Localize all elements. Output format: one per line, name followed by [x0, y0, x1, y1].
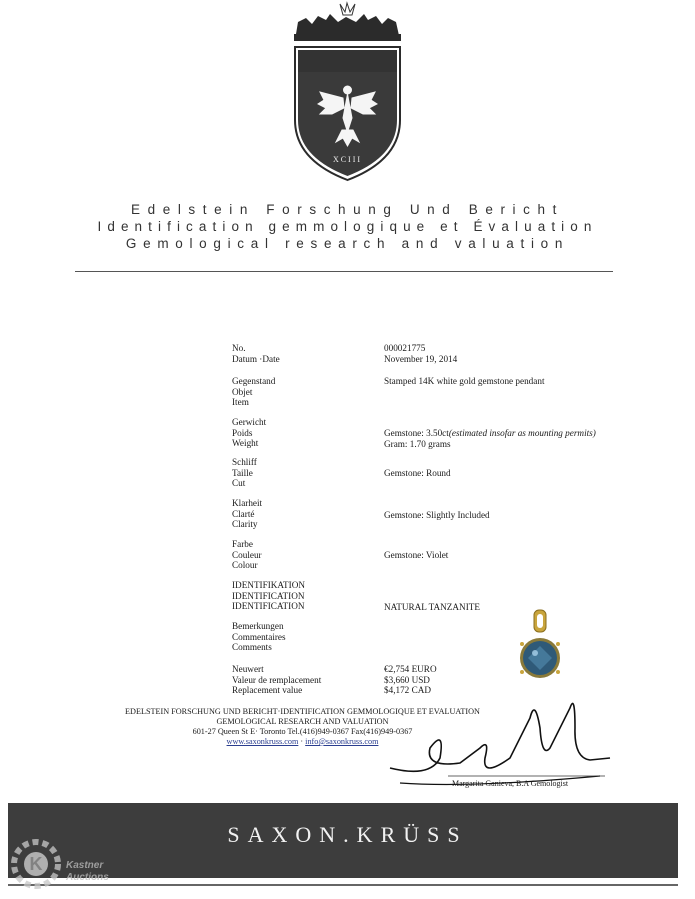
colour-label-de: Farbe: [232, 539, 253, 549]
brand-name: SAXON.KRÜSS: [227, 822, 468, 847]
footer-links: www.saxonkruss.com · info@saxonkruss.com: [226, 737, 379, 746]
weight-label-de: Gerwicht: [232, 417, 267, 427]
value-cad: $4,172 CAD: [384, 685, 431, 695]
footer-org-line1: EDELSTEIN FORSCHUNG UND BERICHT·IDENTIFICATION GEMMOLOGIQUE ET EVALUATION: [125, 707, 480, 716]
weight-value-row: [384, 428, 596, 439]
weight-label-block: [232, 417, 266, 449]
id-value: NATURAL TANZANITE: [384, 602, 480, 612]
signatory-name: Margarita Ganieva, B.A Gemologist: [452, 779, 569, 788]
value-euro: €2,754 EURO: [384, 664, 437, 674]
weight-label-en: Weight: [232, 438, 259, 448]
header-divider: [75, 271, 613, 272]
date-label: Datum ·Date: [232, 353, 280, 364]
value-usd: $3,660 USD: [384, 674, 430, 685]
clarity-label-de: Klarheit: [232, 498, 263, 508]
item-value: Stamped 14K white gold gemstone pendant: [384, 376, 545, 386]
website-link[interactable]: www.saxonkruss.com: [226, 737, 299, 746]
weight-gram: Gram: 1.70 grams: [384, 438, 451, 449]
colour-label-block: [232, 539, 262, 571]
id-label-block: [232, 580, 305, 612]
colour-label-fr: Couleur: [232, 549, 262, 560]
no-value: 000021775: [384, 343, 426, 353]
weight-note: (estimated insofar as mounting permits): [448, 428, 596, 438]
watermark-gear-icon: [8, 836, 64, 892]
comments-label-fr: Commentaires: [232, 631, 286, 642]
date-value: November 19, 2014: [384, 353, 458, 364]
clarity-label-block: [232, 498, 262, 530]
weight-value: Gemstone: 3.50ct: [384, 428, 449, 438]
weight-label-fr: Poids: [232, 427, 253, 438]
auction-watermark: [8, 836, 109, 894]
colour-label-en: Colour: [232, 560, 258, 570]
no-label-block: [232, 343, 280, 364]
watermark-text-2: Auctions: [66, 872, 109, 883]
id-label-fr: IDENTIFICATION: [232, 590, 305, 601]
cut-label-fr: Taille: [232, 467, 253, 478]
no-label: No.: [232, 343, 246, 353]
cut-label-en: Cut: [232, 478, 246, 488]
item-label-fr: Objet: [232, 386, 253, 397]
clarity-label-en: Clarity: [232, 519, 258, 529]
title-german: Edelstein Forschung Und Bericht: [131, 202, 564, 217]
value-label-en: Replacement value: [232, 685, 303, 695]
bottom-rule: [8, 884, 678, 886]
id-label-de: IDENTIFIKATION: [232, 580, 305, 590]
cut-label-block: [232, 457, 257, 489]
email-link[interactable]: info@saxonkruss.com: [305, 737, 379, 746]
clarity-label-fr: Clarté: [232, 508, 255, 519]
crest-logo: [290, 0, 405, 185]
svg-text:K: K: [29, 854, 43, 874]
value-label-block: [232, 664, 321, 696]
colour-value: Gemstone: Violet: [384, 550, 449, 560]
cut-value: Gemstone: Round: [384, 468, 451, 478]
pendant-photo: [512, 608, 568, 688]
value-label-de: Neuwert: [232, 664, 264, 674]
cut-label-de: Schliff: [232, 457, 257, 467]
crest-numeral: XCIII: [332, 155, 363, 164]
comments-label-en: Comments: [232, 642, 272, 652]
item-label-en: Item: [232, 397, 249, 407]
title-english: Gemological research and valuation: [125, 236, 570, 251]
footer-address: 601-27 Queen St E· Toronto Tel.(416)949-0367 Fax(416)949-0367: [192, 727, 413, 736]
value-label-fr: Valeur de remplacement: [232, 674, 322, 685]
id-label-en: IDENTIFICATION: [232, 601, 305, 611]
item-label-de: Gegenstand: [232, 376, 276, 386]
watermark-text-1: Kastner: [66, 860, 104, 871]
item-label-block: [232, 376, 275, 408]
clarity-value: Gemstone: Slightly Included: [384, 510, 490, 520]
footer-org-line2: GEMOLOGICAL RESEARCH AND VALUATION: [216, 717, 389, 726]
comments-label-de: Bemerkungen: [232, 621, 284, 631]
title-french: Identification gemmologique et Évaluation: [97, 219, 598, 234]
comments-label-block: [232, 621, 286, 653]
